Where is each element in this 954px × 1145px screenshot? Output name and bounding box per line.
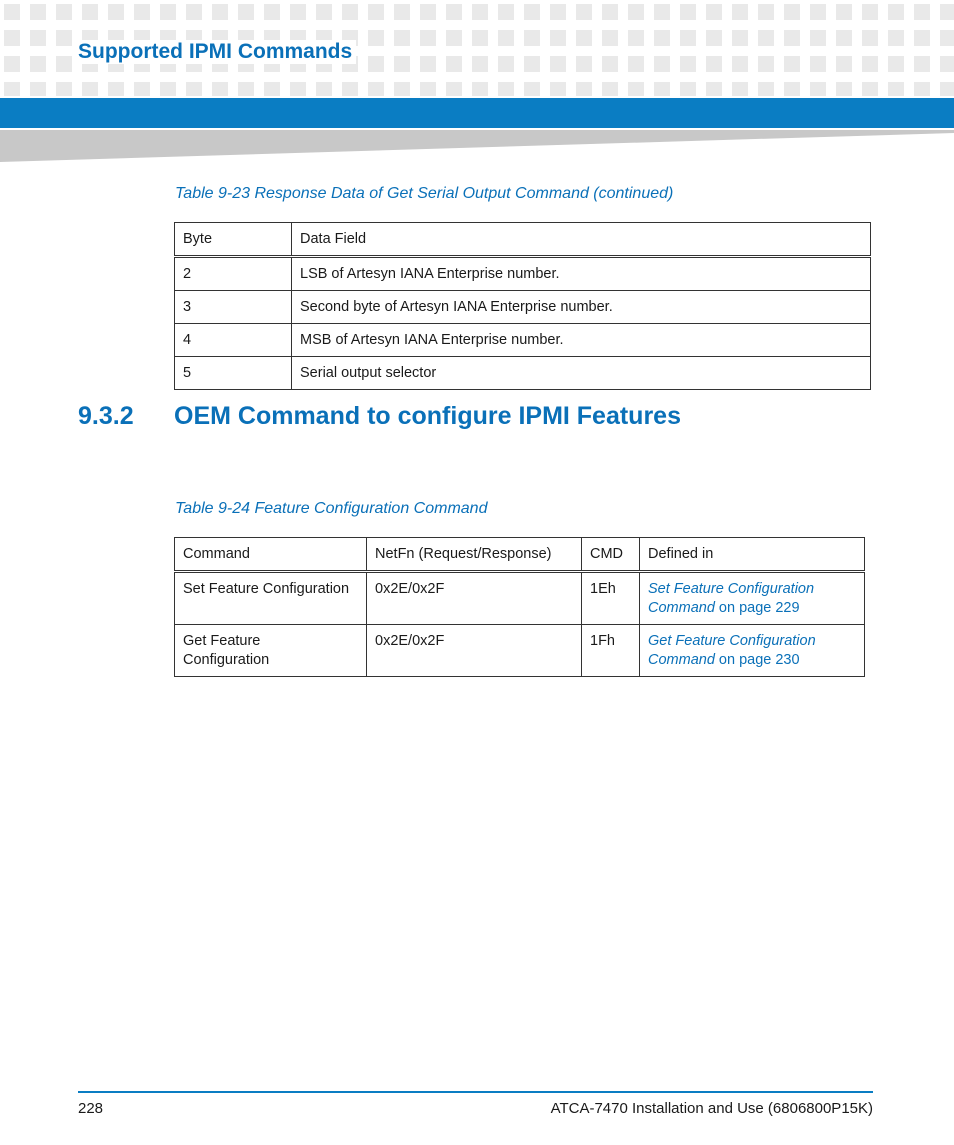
- cell-data-field: MSB of Artesyn IANA Enterprise number.: [292, 324, 871, 357]
- cell-data-field: Second byte of Artesyn IANA Enterprise number.: [292, 291, 871, 324]
- cell-byte: 5: [175, 357, 292, 390]
- cell-byte: 4: [175, 324, 292, 357]
- link-page-ref: on page 229: [714, 600, 800, 616]
- cell-cmd: 1Fh: [582, 625, 640, 677]
- link-text-line-1: Set Feature Configuration: [648, 581, 815, 597]
- table-row: [175, 291, 871, 324]
- footer-page-number: 228: [78, 1100, 104, 1117]
- cell-byte: 3: [175, 291, 292, 324]
- table-row: [175, 324, 871, 357]
- cell-defined-in: [640, 572, 865, 625]
- table-header-row: [175, 538, 865, 572]
- cell-data-field: Serial output selector: [292, 357, 871, 390]
- column-header-byte: Byte: [175, 223, 292, 257]
- running-header-title: Supported IPMI Commands: [78, 40, 356, 64]
- section-title: OEM Command to configure IPMI Features: [174, 402, 681, 430]
- table-9-24: [174, 537, 865, 677]
- table-row: [175, 257, 871, 291]
- cell-byte: 2: [175, 257, 292, 291]
- column-header-netfn: NetFn (Request/Response): [367, 538, 582, 572]
- command-line-1: Get Feature: [183, 633, 261, 649]
- cell-data-field: LSB of Artesyn IANA Enterprise number.: [292, 257, 871, 291]
- section-number: 9.3.2: [78, 402, 134, 430]
- footer-document-title: ATCA-7470 Installation and Use (6806800P15K): [550, 1100, 873, 1117]
- get-feature-config-link[interactable]: [648, 633, 816, 668]
- cell-netfn: 0x2E/0x2F: [367, 625, 582, 677]
- footer-rule: [78, 1091, 873, 1093]
- cell-netfn: 0x2E/0x2F: [367, 572, 582, 625]
- gray-wedge-shape: [0, 130, 954, 162]
- table-row: [175, 572, 865, 625]
- table-9-23: [174, 222, 871, 390]
- cell-command: [175, 572, 367, 625]
- link-page-ref: on page 230: [714, 652, 800, 668]
- link-text-line-1: Get Feature Configuration: [648, 633, 816, 649]
- column-header-command: Command: [175, 538, 367, 572]
- section-heading: [78, 402, 681, 431]
- link-text-line-2: Command: [648, 600, 715, 616]
- column-header-defined-in: Defined in: [640, 538, 865, 572]
- table-row: [175, 625, 865, 677]
- table-header-row: [175, 223, 871, 257]
- cell-cmd: 1Eh: [582, 572, 640, 625]
- header-gray-wedge: [0, 130, 954, 164]
- cell-defined-in: [640, 625, 865, 677]
- command-line-1: Set Feature Configuration: [183, 581, 350, 597]
- table-9-23-caption: Table 9-23 Response Data of Get Serial Output Command (continued): [175, 185, 674, 202]
- table-9-24-caption: Table 9-24 Feature Configuration Command: [175, 500, 488, 517]
- link-text-line-2: Command: [648, 652, 715, 668]
- table-row: [175, 357, 871, 390]
- cell-command: [175, 625, 367, 677]
- column-header-cmd: CMD: [582, 538, 640, 572]
- column-header-data-field: Data Field: [292, 223, 871, 257]
- header-blue-bar: [0, 98, 954, 128]
- set-feature-config-link[interactable]: [648, 581, 814, 616]
- command-line-2: Configuration: [183, 652, 270, 668]
